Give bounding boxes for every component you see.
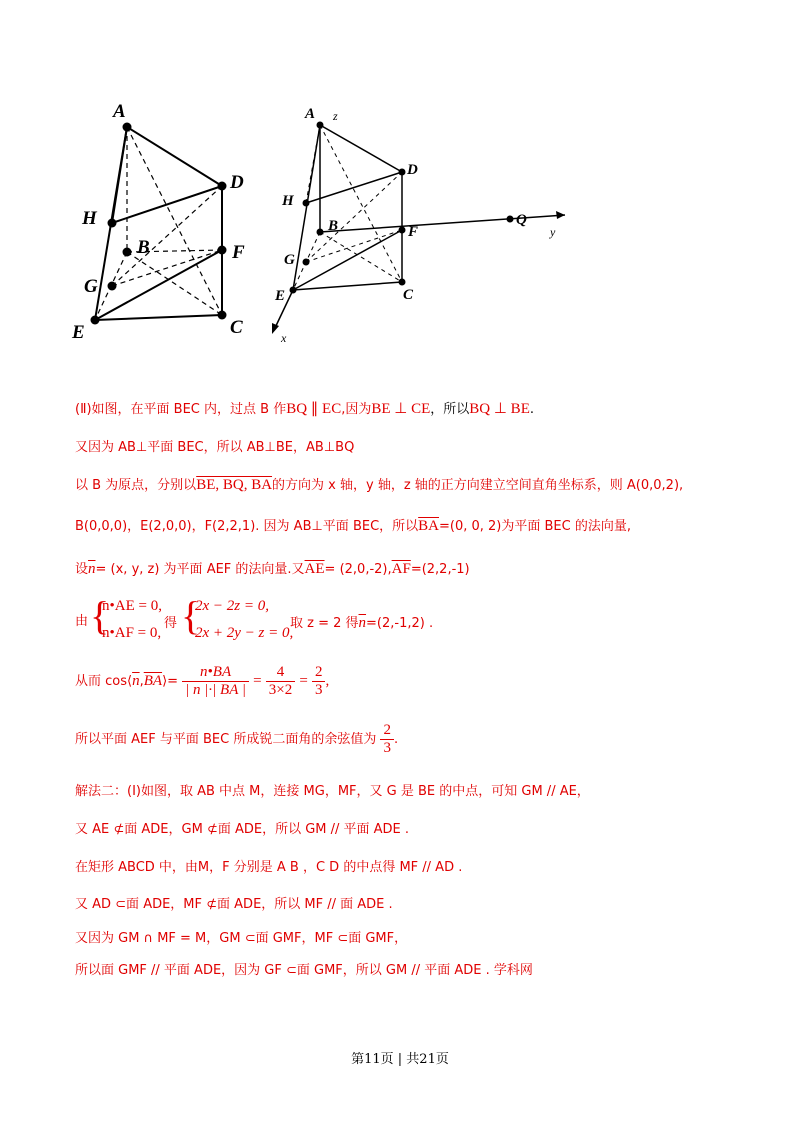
label-a2: A bbox=[305, 106, 316, 122]
label-z: z bbox=[333, 109, 338, 123]
text: . bbox=[529, 402, 534, 417]
label-e2: E bbox=[275, 288, 286, 304]
fraction-4 bbox=[380, 722, 394, 757]
line-10 bbox=[75, 818, 409, 837]
equation: 2x + 2y − z = 0, bbox=[195, 625, 294, 641]
figure-2-labels bbox=[274, 106, 556, 345]
text: 又 AD ⊂面 ADE，MF ⊄面 ADE，所以 MF // 面 ADE . bbox=[75, 897, 393, 912]
text: = (x, y, z) 为平面 AEF 的法向量.又 bbox=[95, 562, 305, 577]
point-h bbox=[108, 219, 117, 228]
point-b2 bbox=[317, 229, 324, 236]
vector-ae: $\overline{AE}$ bbox=[304, 561, 325, 577]
sys2-row1 bbox=[195, 598, 269, 615]
denominator: 3×2 bbox=[268, 682, 293, 698]
point-g2 bbox=[303, 259, 310, 266]
figure-1-points bbox=[91, 123, 227, 325]
geometry-figures bbox=[0, 0, 800, 360]
text: , bbox=[139, 674, 144, 689]
figures bbox=[0, 0, 800, 360]
numerator: 2 bbox=[312, 664, 326, 682]
vector-n: $\overline{n}$ bbox=[358, 615, 367, 631]
vector-ba: $\overline{BA}$ bbox=[143, 673, 163, 689]
text: . bbox=[393, 732, 399, 747]
text: =(2,-1,2) . bbox=[366, 616, 434, 631]
point-b bbox=[123, 248, 132, 257]
vector-n: $\overline{n}$ bbox=[132, 673, 140, 689]
line-11 bbox=[75, 856, 462, 875]
fraction-2 bbox=[266, 664, 295, 699]
sys1-row1 bbox=[102, 598, 162, 615]
line-5 bbox=[75, 558, 470, 578]
text: =(0, 0, 2)为平面 BEC 的法向量, bbox=[439, 519, 631, 534]
label-b2: B bbox=[328, 218, 339, 234]
text: =(2,2,-1) bbox=[410, 562, 470, 577]
page-footer: 第11页 | 共21页 bbox=[351, 1052, 449, 1067]
equals: = bbox=[253, 673, 262, 689]
sys1-row2 bbox=[102, 625, 161, 642]
line-12 bbox=[75, 893, 393, 912]
point-g bbox=[108, 282, 117, 291]
label-d: D bbox=[230, 172, 244, 193]
text: 由 bbox=[75, 614, 89, 629]
equation: 2x − 2z = 0, bbox=[195, 598, 269, 614]
math: BQ ⊥ BE bbox=[469, 401, 530, 417]
point-e bbox=[91, 316, 100, 325]
label-g2: G bbox=[284, 252, 295, 268]
line-6-you bbox=[75, 610, 88, 629]
point-q2 bbox=[507, 216, 514, 223]
brace-2: { bbox=[181, 593, 201, 638]
text: 又 AE ⊄面 ADE，GM ⊄面 ADE，所以 GM // 平面 ADE . bbox=[75, 822, 410, 837]
text: 以 B 为原点，分别以 bbox=[75, 478, 197, 493]
text: 所以平面 AEF 与平面 BEC 所成锐二面角的余弦值为 bbox=[75, 732, 377, 747]
text: 从而 cos⟨ bbox=[75, 674, 133, 689]
line-1 bbox=[75, 398, 534, 418]
figure-2 bbox=[272, 125, 565, 334]
text: 设 bbox=[75, 562, 89, 577]
vector-ba: $\overline{BA}$ bbox=[418, 518, 439, 534]
denominator: 3 bbox=[314, 682, 323, 698]
point-f bbox=[218, 246, 227, 255]
vector-n: $\overline{n}$ bbox=[88, 561, 96, 577]
label-h: H bbox=[82, 208, 97, 229]
point-e2 bbox=[290, 287, 297, 294]
point-a2 bbox=[317, 122, 324, 129]
equation: n•AE = 0, bbox=[102, 598, 162, 614]
denominator: | n |·| BA | bbox=[185, 682, 246, 698]
label-h2: H bbox=[282, 193, 294, 209]
text: ，所以 bbox=[430, 402, 470, 417]
line-2 bbox=[75, 436, 354, 455]
text: 的方向为 x 轴，y 轴，z 轴的正方向建立空间直角坐标系，则 A(0,0,2), bbox=[272, 478, 684, 493]
label-x: x bbox=[281, 331, 287, 345]
label-f2: F bbox=[408, 224, 419, 240]
label-d2: D bbox=[407, 162, 418, 178]
line-9 bbox=[75, 780, 590, 799]
point-d2 bbox=[399, 169, 406, 176]
point-c2 bbox=[399, 279, 406, 286]
point-h2 bbox=[303, 200, 310, 207]
text: 又因为 GM ∩ MF = M，GM ⊂面 GMF，MF ⊂面 GMF， bbox=[75, 931, 408, 946]
brace-1: { bbox=[90, 593, 110, 638]
label-q2: Q bbox=[516, 212, 527, 228]
line-6-de bbox=[164, 612, 177, 631]
line-13 bbox=[75, 927, 407, 946]
sys2-row2 bbox=[195, 625, 293, 642]
text: 所以面 GMF // 平面 ADE，因为 GF ⊂面 GMF，所以 GM // 平面 ADE . 学科网 bbox=[75, 963, 533, 978]
text: 取 z = 2 得 bbox=[290, 616, 359, 631]
label-a: A bbox=[113, 101, 126, 122]
label-c: C bbox=[230, 317, 243, 338]
text: = (2,0,-2), bbox=[324, 562, 392, 577]
text: 又因为 AB⊥平面 BEC，所以 AB⊥BE，AB⊥BQ bbox=[75, 440, 355, 455]
text: 在矩形 ABCD 中，由M，F 分别是 A B ，C D 的中点得 MF // AD . bbox=[75, 860, 463, 875]
text: ⟩= bbox=[162, 674, 179, 689]
text: (Ⅱ)如图，在平面 BEC 内，过点 B 作 bbox=[75, 402, 287, 417]
vectors: BE, BQ, BA bbox=[196, 477, 273, 493]
label-b: B bbox=[137, 237, 150, 258]
point-c bbox=[218, 311, 227, 320]
label-e: E bbox=[72, 322, 85, 343]
point-d bbox=[218, 182, 227, 191]
text: 得 bbox=[164, 616, 178, 631]
numerator: n•BA bbox=[182, 664, 249, 682]
line-3 bbox=[75, 474, 683, 494]
label-c2: C bbox=[403, 287, 414, 303]
label-g: G bbox=[84, 276, 98, 297]
fraction-3 bbox=[312, 664, 326, 699]
text: , bbox=[325, 673, 330, 689]
vector-af: $\overline{AF}$ bbox=[391, 561, 411, 577]
point-f2 bbox=[399, 227, 406, 234]
fraction-1 bbox=[182, 664, 249, 699]
numerator: 4 bbox=[266, 664, 295, 682]
text: 解法二：(Ⅰ)如图，取 AB 中点 M，连接 MG，MF，又 G 是 BE 的中点，可知 GM // AE， bbox=[75, 784, 590, 799]
numerator: 2 bbox=[380, 722, 394, 740]
equals: = bbox=[299, 673, 308, 689]
line-8 bbox=[75, 722, 398, 757]
line-6-tail bbox=[290, 612, 433, 632]
label-f: F bbox=[232, 242, 245, 263]
math: BQ ∥ EC bbox=[286, 401, 342, 417]
denominator: 3 bbox=[383, 740, 391, 756]
line-4 bbox=[75, 515, 631, 535]
line-7 bbox=[75, 664, 329, 699]
text: ,因为 bbox=[341, 402, 372, 417]
equation: n•AF = 0, bbox=[102, 625, 162, 641]
point-a bbox=[123, 123, 132, 132]
label-y: y bbox=[550, 225, 556, 239]
text: B(0,0,0)，E(2,0,0)，F(2,2,1). 因为 AB⊥平面 BEC，所以 bbox=[75, 519, 419, 534]
math: BE ⊥ CE bbox=[371, 401, 431, 417]
line-14 bbox=[75, 959, 533, 978]
